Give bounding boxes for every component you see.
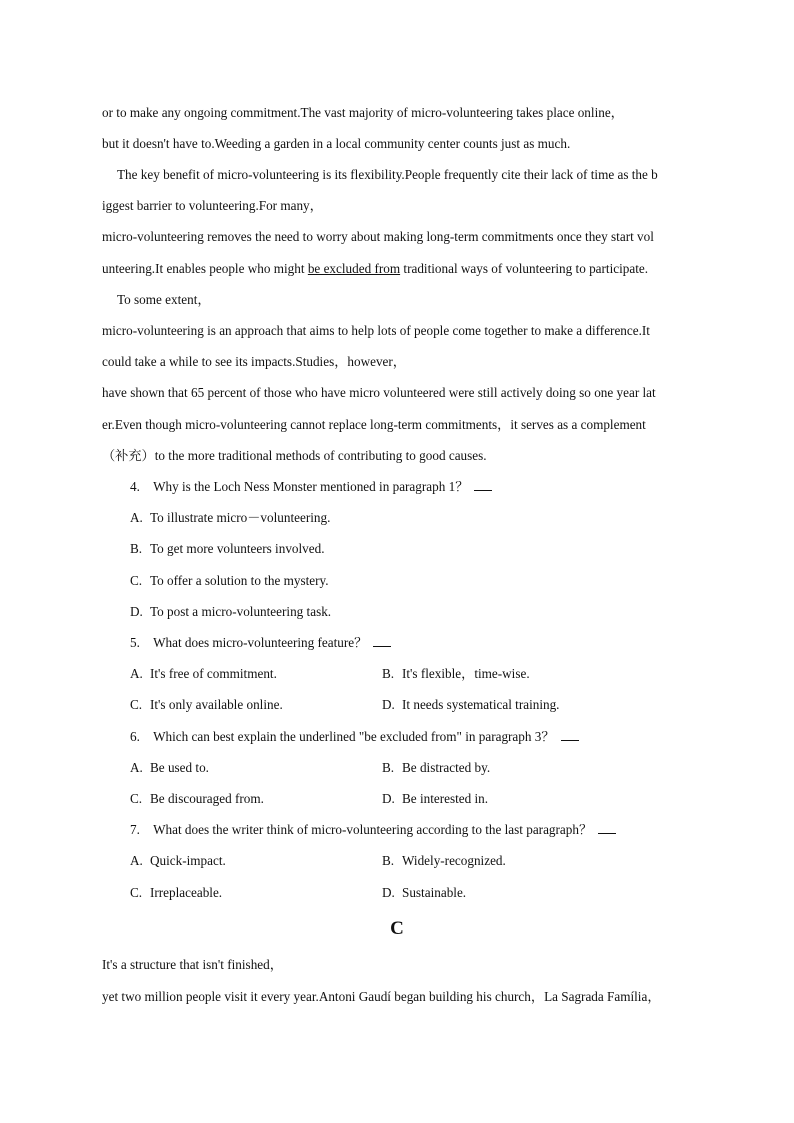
option-label: B. (382, 666, 395, 681)
underlined-phrase: be excluded from (307, 261, 401, 276)
question-number: 6. (130, 729, 140, 744)
answer-blank[interactable] (373, 634, 391, 647)
option-text: Be distracted by. (402, 760, 491, 775)
passage-line: It's a structure that isn't finished， (102, 957, 283, 972)
option-label: A. (130, 666, 143, 681)
option-text: It's flexible，time-wise. (402, 666, 530, 681)
option-text: Irreplaceable. (150, 885, 223, 900)
option-text: It's free of commitment. (150, 666, 277, 681)
passage-line: but it doesn't have to.Weeding a garden in a local community center counts just as much. (102, 136, 571, 151)
option-label: C. (130, 573, 143, 588)
question-text: Which can best explain the underlined "be excluded from" in paragraph 3？ (153, 729, 555, 744)
option-text: To illustrate micro－volunteering. (150, 510, 331, 525)
passage-line: yet two million people visit it every year.Antoni Gaudí began building his church，La Sagrada Família， (102, 989, 661, 1004)
question-4 (130, 478, 492, 496)
passage-line: or to make any ongoing commitment.The vast majority of micro-volunteering takes place online， (102, 105, 624, 120)
passage-line: The key benefit of micro-volunteering is its flexibility.People frequently cite their lack of time as the b (117, 167, 658, 182)
passage-line: have shown that 65 percent of those who have micro volunteered were still actively doing so one year lat (102, 385, 656, 400)
passage-text: traditional ways of volunteering to participate. (400, 261, 649, 276)
option-c[interactable] (130, 790, 264, 808)
option-label: D. (382, 885, 395, 900)
option-text: Sustainable. (402, 885, 467, 900)
option-label: B. (382, 853, 395, 868)
question-6 (130, 728, 579, 746)
option-a[interactable] (130, 665, 277, 683)
option-text: Quick-impact. (150, 853, 226, 868)
option-text: It needs systematical training. (402, 697, 560, 712)
option-label: A. (130, 853, 143, 868)
option-label: A. (130, 510, 143, 525)
option-text: To get more volunteers involved. (150, 541, 325, 556)
passage-line: micro-volunteering is an approach that aims to help lots of people come together to make a difference.It (102, 323, 650, 338)
option-b[interactable] (130, 540, 325, 558)
option-d[interactable] (382, 790, 488, 808)
passage-line: could take a while to see its impacts.Studies，however， (102, 354, 406, 369)
option-label: B. (382, 760, 395, 775)
question-text: What does the writer think of micro-volunteering according to the last paragraph？ (153, 822, 593, 837)
option-d[interactable] (382, 696, 559, 714)
option-c[interactable] (130, 696, 283, 714)
question-text: Why is the Loch Ness Monster mentioned in paragraph 1？ (153, 479, 469, 494)
option-text: It's only available online. (150, 697, 283, 712)
option-a[interactable] (130, 509, 330, 527)
option-label: B. (130, 541, 143, 556)
passage-line: （补充）to the more traditional methods of contributing to good causes. (102, 448, 487, 463)
option-label: D. (382, 791, 395, 806)
option-text: Be used to. (150, 760, 209, 775)
option-label: A. (130, 760, 143, 775)
option-b[interactable] (382, 759, 490, 777)
question-text: What does micro-volunteering feature？ (153, 635, 368, 650)
passage-line: iggest barrier to volunteering.For many， (102, 198, 323, 213)
option-a[interactable] (130, 852, 226, 870)
passage-text: unteering.It enables people who might (102, 261, 308, 276)
option-label: D. (382, 697, 395, 712)
option-text: To post a micro-volunteering task. (150, 604, 332, 619)
option-d[interactable] (382, 884, 466, 902)
option-text: Widely-recognized. (402, 853, 506, 868)
question-5 (130, 634, 391, 652)
option-a[interactable] (130, 759, 209, 777)
option-b[interactable] (382, 665, 530, 683)
passage-line: micro-volunteering removes the need to worry about making long-term commitments once they start vol (102, 229, 654, 244)
option-text: To offer a solution to the mystery. (150, 573, 329, 588)
option-text: Be discouraged from. (150, 791, 264, 806)
section-heading: C (390, 918, 404, 939)
passage-line: er.Even though micro-volunteering cannot replace long-term commitments，it serves as a complement (102, 417, 646, 432)
passage-line (102, 260, 648, 278)
question-number: 5. (130, 635, 140, 650)
answer-blank[interactable] (598, 821, 616, 834)
option-text: Be interested in. (402, 791, 489, 806)
question-number: 4. (130, 479, 140, 494)
option-label: C. (130, 791, 143, 806)
option-c[interactable] (130, 572, 329, 590)
answer-blank[interactable] (474, 478, 492, 491)
option-c[interactable] (130, 884, 222, 902)
option-b[interactable] (382, 852, 506, 870)
answer-blank[interactable] (561, 728, 579, 741)
passage-line: To some extent， (117, 292, 211, 307)
question-number: 7. (130, 822, 140, 837)
question-7 (130, 821, 616, 839)
option-label: D. (130, 604, 143, 619)
option-label: C. (130, 885, 143, 900)
option-label: C. (130, 697, 143, 712)
option-d[interactable] (130, 603, 331, 621)
